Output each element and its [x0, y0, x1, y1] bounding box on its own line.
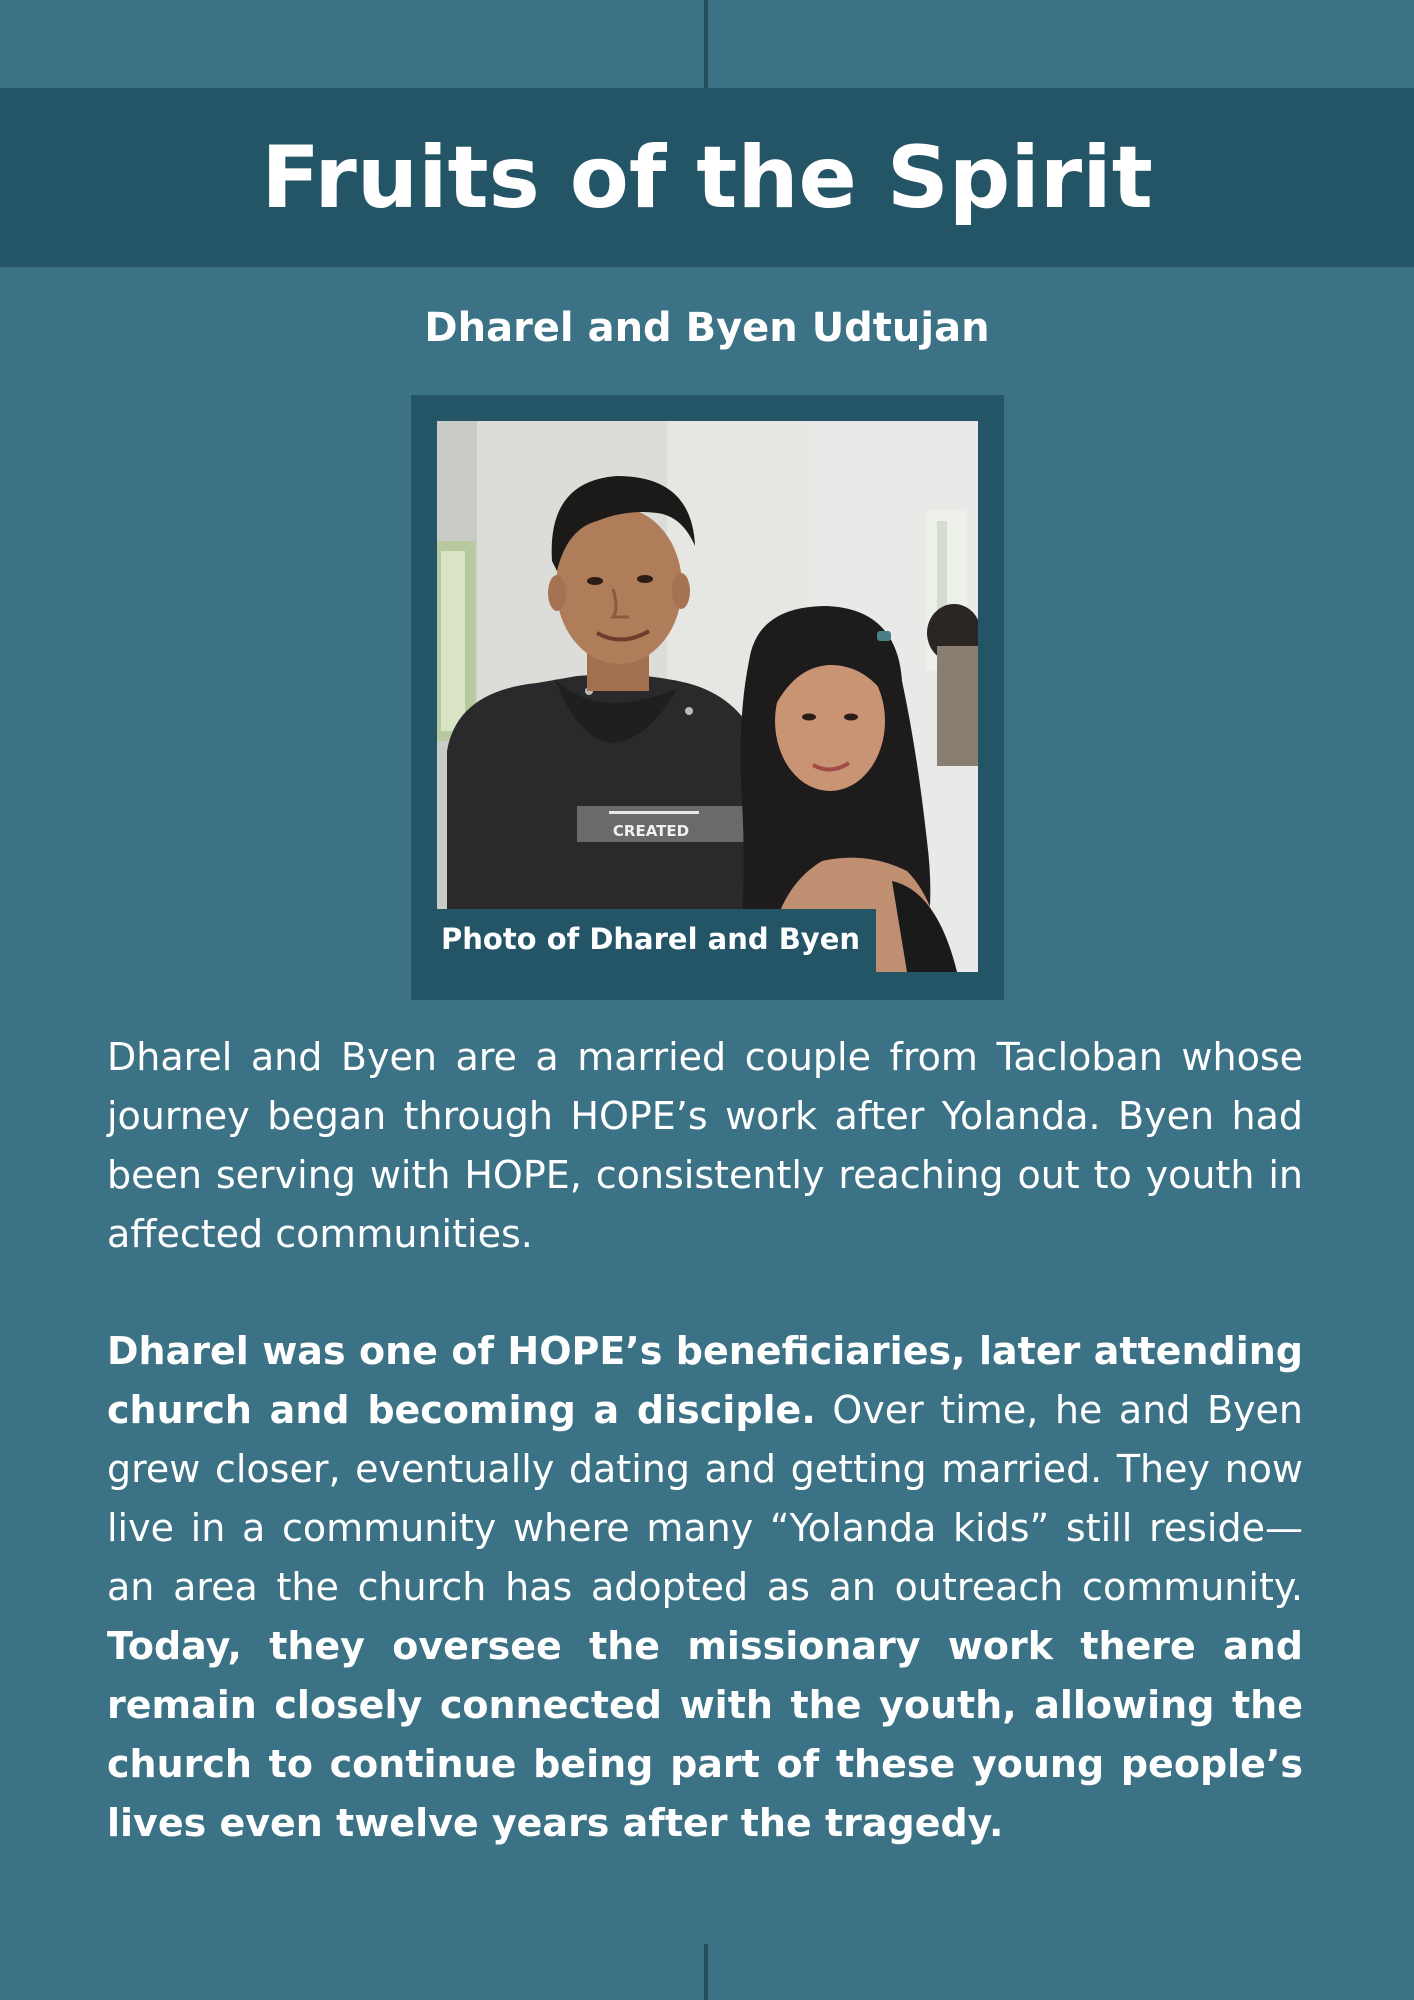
paragraph-2-bold-tail: Today, they oversee the missionary work there and remain closely connected with the youth, allowing the church to continue being part of these young people’s lives even twelve years after the tragedy. [107, 1624, 1303, 1845]
page-title: Fruits of the Spirit [261, 127, 1153, 228]
bottom-divider-line [704, 1944, 708, 2000]
photo-caption: Photo of Dharel and Byen [437, 909, 876, 972]
paragraph-1-text: Dharel and Byen are a married couple from Tacloban whose journey began through HOPE’s work after Yolanda. Byen had been serving with HOPE, consistently reaching out to youth in affected communities. [107, 1035, 1303, 1256]
paragraph-1 [107, 1028, 1303, 1264]
subtitle: Dharel and Byen Udtujan [424, 305, 990, 351]
couple-photo [437, 421, 978, 972]
paragraph-2-bold-lead: Dharel was one of HOPE’s beneficiaries, later attending church and becoming a disciple. [107, 1329, 1303, 1432]
article-body [107, 1028, 1303, 1911]
shirt-print-text: CREATED [612, 822, 690, 840]
photo-frame [411, 395, 1004, 1000]
paragraph-2 [107, 1322, 1303, 1853]
paragraph-2-text: Over time, he and Byen grew closer, eventually dating and getting married. They now live in a community where many “Yolanda kids” still reside—an area the church has adopted as an outreach community. [107, 1388, 1304, 1609]
couple-photo-illustration [437, 421, 978, 972]
top-divider-line [704, 0, 708, 88]
title-band [0, 88, 1414, 267]
